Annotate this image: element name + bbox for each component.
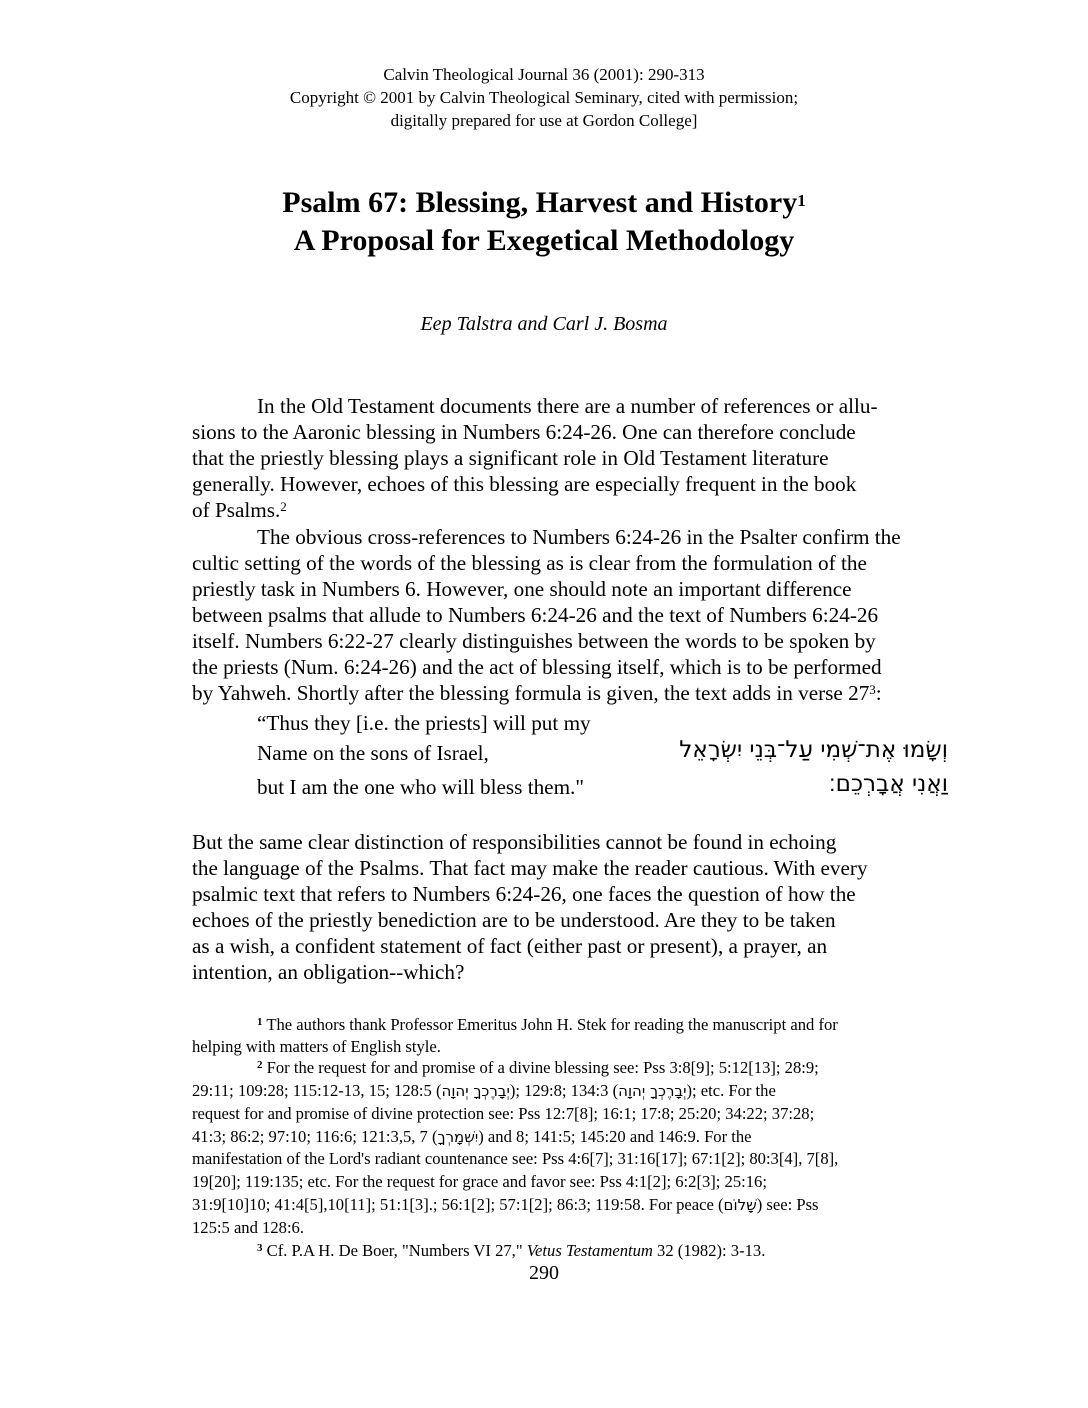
paragraph-line: echoes of the priestly benediction are to be understood. Are they to be taken [192,908,836,932]
quote-english-line-3: but I am the one who will bless them." [257,775,584,799]
paragraph-line: But the same clear distinction of responsibilities cannot be found in echoing [192,830,837,854]
paragraph-line: that the priestly blessing plays a significant role in Old Testament literature [192,446,829,470]
paragraph-line: the priests (Num. 6:24-26) and the act of blessing itself, which is to be performed [192,655,882,679]
digitization-note: digitally prepared for use at Gordon College] [390,111,698,130]
title-line-1 [0,184,1088,222]
hebrew-phrase: יְבָרֶכְךָ יְהוָה [618,1082,687,1100]
title-line-2: A Proposal for Exegetical Methodology [293,224,795,257]
footnote-ref-2: 2 [280,499,287,514]
footnote-2-line-2 [192,1080,776,1102]
line-text: by Yahweh. Shortly after the blessing formula is given, the text adds in verse 27 [192,681,870,705]
footnote-text: 31:9[10]10; 41:4[5],10[11]; 51:1[3].; 56:1[2]; 57:1[2]; 86:3; 119:58. For peace ( [192,1195,724,1214]
paragraph-line: intention, an obligation--which? [192,960,465,984]
footnote-ref-1: 1 [797,191,806,210]
footnote-text: 29:11; 109:28; 115:12-13, 15; 128:5 ( [192,1081,442,1100]
hebrew-phrase: יִשְׁמָרְךָ [437,1128,479,1146]
hebrew-phrase: שָׁלוֹם [723,1196,757,1214]
paragraph-line: as a wish, a confident statement of fact (either past or present), a prayer, an [192,934,828,958]
paragraph-line: between psalms that allude to Numbers 6:24-26 and the text of Numbers 6:24-26 [192,603,879,627]
paragraph-line: cultic setting of the words of the blessing as is clear from the formulation of the [192,551,867,575]
footnote-2-line-5: manifestation of the Lord's radiant countenance see: Pss 4:6[7]; 31:16[17]; 67:1[2]; 80:3[4], 7[8], [192,1149,839,1168]
footnote-text: 32 (1982): 3-13. [652,1241,766,1260]
footnote-text: The authors thank Professor Emeritus John H. Stek for reading the manuscript and for [266,1015,838,1034]
paragraph-line: psalmic text that refers to Numbers 6:24-26, one faces the question of how the [192,882,856,906]
journal-citation: Calvin Theological Journal 36 (2001): 290-313 [383,65,705,84]
journal-title: Vetus Testamentum [526,1241,653,1260]
footnote-1-line-1 [257,1014,838,1036]
footnote-text: Cf. P.A H. De Boer, "Numbers VI 27," [266,1241,527,1260]
footnote-text: 41:3; 86:2; 97:10; 116:6; 121:3,5, 7 ( [192,1127,438,1146]
footnote-2-line-6: 19[20]; 119:135; etc. For the request for grace and favor see: Pss 4:1[2]; 6:2[3]; 25:16; [192,1172,767,1191]
footnote-2-line-4 [192,1126,752,1148]
footnote-2-line-7 [192,1194,819,1216]
authors: Eep Talstra and Carl J. Bosma [420,313,668,335]
quote-english-line-2: Name on the sons of Israel, [257,741,489,765]
paragraph-line [192,680,882,706]
footnote-text: ) see: Pss [756,1195,819,1214]
line-text: : [875,681,882,705]
page-number: 290 [529,1262,559,1284]
footnote-1-line-2: helping with matters of English style. [192,1037,441,1056]
footnote-2-line-8: 125:5 and 128:6. [192,1218,304,1237]
hebrew-phrase: יְבָרֶכְךָ יְהוָה [441,1082,510,1100]
paragraph-line: The obvious cross-references to Numbers 6:24-26 in the Psalter confirm the [257,525,901,549]
line-text: of Psalms. [192,498,281,522]
copyright-line: Copyright © 2001 by Calvin Theological Seminary, cited with permission; [289,88,799,107]
footnote-3 [257,1240,765,1262]
footnote-text: For the request for and promise of a divine blessing see: Pss 3:8[9]; 5:12[13]; 28:9; [266,1058,819,1077]
footnote-2-line-3: request for and promise of divine protection see: Pss 12:7[8]; 16:1; 17:8; 25:20; 34:22; 37:28; [192,1104,815,1123]
footnote-ref-3: 3 [869,682,876,697]
paragraph-line: sions to the Aaronic blessing in Numbers 6:24-26. One can therefore conclude [192,420,856,444]
footnote-number: 2 [257,1059,263,1071]
footnote-2-line-1 [257,1057,819,1079]
footnote-text: ); etc. For the [686,1081,776,1100]
paragraph-line: generally. However, echoes of this blessing are especially frequent in the book [192,472,857,496]
paragraph-line: itself. Numbers 6:22-27 clearly distinguishes between the words to be spoken by [192,629,876,653]
paragraph-line [192,497,287,523]
quote-hebrew-line-1: וְשָׂמוּ אֶת־שְׁמִי עַל־בְּנֵי יִשְׂרָאֵל [679,737,948,763]
footnote-number: 3 [257,1242,263,1254]
paragraph-line: In the Old Testament documents there are a number of references or allu- [257,394,878,418]
title-main: Psalm 67: Blessing, Harvest and History [282,186,798,219]
quote-hebrew-line-2: וַאֲנִי אֲבָרְכֵם׃ [828,771,948,797]
paragraph-line: priestly task in Numbers 6. However, one should note an important difference [192,577,852,601]
footnote-text: ) and 8; 141:5; 145:20 and 146:9. For the [478,1127,752,1146]
paragraph-line: the language of the Psalms. That fact may make the reader cautious. With every [192,856,868,880]
footnote-number: 1 [257,1016,263,1028]
quote-english-line-1: “Thus they [i.e. the priests] will put my [257,711,591,735]
footnote-text: ); 129:8; 134:3 ( [509,1081,619,1100]
